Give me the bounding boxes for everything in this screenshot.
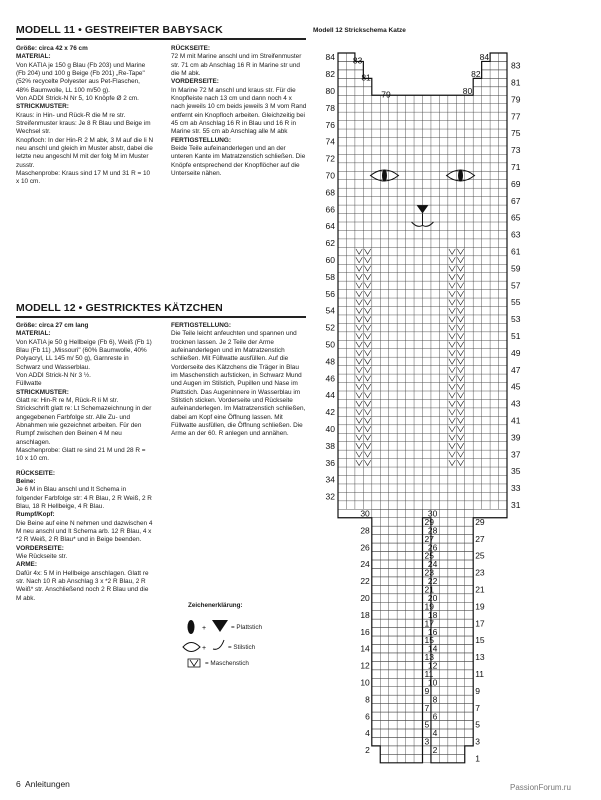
inner-leg-label: 16 xyxy=(427,626,438,637)
right-eye-pupil xyxy=(458,170,463,182)
maschenstich-mark xyxy=(449,401,455,406)
m12-material: Von KATIA je 50 g Hellbeige (Fb 6), Weiß (Fb 1) Blau (Fb 11) „Missouri" (60% Baumwolle, 40% Polyacryl, LL 145 m/ 50 g), Garnreste in Schwarz und Wasserblau. xyxy=(16,338,152,371)
maschenstich-mark xyxy=(457,274,463,279)
maschenstich-mark xyxy=(457,257,463,262)
inner-leg-label: 28 xyxy=(427,525,438,536)
maschenstich-mark xyxy=(364,426,370,431)
ear-label: 79 xyxy=(381,89,391,100)
leg-row-label-left: 28 xyxy=(360,525,370,536)
legend-stilstich: = Stilstich xyxy=(228,644,256,651)
row-label-left: 42 xyxy=(325,407,335,418)
row-label-right: 55 xyxy=(511,297,521,308)
maschenstich-mark xyxy=(356,452,362,457)
m12-fuell: Füllwatte xyxy=(16,380,42,388)
pupil-symbol-icon xyxy=(188,620,195,634)
maschenstich-mark xyxy=(356,342,362,347)
chart-legend xyxy=(172,602,307,674)
maschenstich-mark xyxy=(356,308,362,313)
m11-fertig-heading: FERTIGSTELLUNG: xyxy=(171,136,231,144)
maschenstich-mark xyxy=(356,460,362,465)
maschenstich-mark xyxy=(356,316,362,321)
maschenstich-mark xyxy=(449,452,455,457)
row-label-right: 79 xyxy=(511,94,521,105)
maschenstich-mark xyxy=(364,291,370,296)
leg-row-label-right: 3 xyxy=(475,736,480,747)
model-12-column-left xyxy=(16,322,154,603)
maschenstich-mark xyxy=(356,333,362,338)
row-label-left: 36 xyxy=(325,457,335,468)
maschenstich-mark xyxy=(457,418,463,423)
row-label-left: 62 xyxy=(325,238,335,249)
m11-probe: Maschenprobe: Kraus sind 17 M und 31 R = 10 x 10 cm. xyxy=(16,169,151,186)
m12-material-heading: MATERIAL: xyxy=(16,330,51,338)
maschenstich-mark xyxy=(457,409,463,414)
maschenstich-mark xyxy=(449,333,455,338)
maschenstich-mark xyxy=(364,443,370,448)
maschenstich-mark xyxy=(364,350,370,355)
row-label-left: 74 xyxy=(325,136,335,147)
row-label-right: 57 xyxy=(511,280,521,291)
maschenstich-mark xyxy=(356,300,362,305)
inner-leg-label: 7 xyxy=(424,702,430,713)
m12-fertig: Die Teile leicht anfeuchten und spannen und trocknen lassen. Je 2 Teile der Arme aufeinanderlegen und im Matratzenstich schließen. Mit Füllwatte ausfüllen. Auf die Vorderseite des Kätzchens die Träger in Blau im Maschenstich aufsticken, in Schwarz Mund und Augen im Stilstich, Pupillen und Nase im Plattstich. Das Augeninnere in Wasserblau im Stilstich sticken. Vorderseite und Rückseite aufeinanderlegen. Im Matratzenstich schließen, dabei am Kopf eine Öffnung lassen. Mit Füllwatte ausfüllen, die Öffnung schließen. Die Arme an der 60. R anlegen und annähen. xyxy=(171,330,306,438)
m12-probe: Maschenprobe: Glatt re sind 21 M und 28 R = 10 x 10 cm. xyxy=(16,446,146,463)
row-label-left: 70 xyxy=(325,170,335,181)
inner-leg-label: 2 xyxy=(432,745,438,756)
row-label-left: 58 xyxy=(325,271,335,282)
m12-needles: Von ADDI Strick-N Nr 3 ½. xyxy=(16,371,91,379)
legend-plattstich: = Plattstich xyxy=(231,624,262,631)
m12-glatt: Glatt re: Hin-R re M, Rück-R li M str. xyxy=(16,396,119,404)
page-number: 6 xyxy=(16,779,21,789)
maschenstich-mark xyxy=(449,359,455,364)
row-label-left: 66 xyxy=(325,204,335,215)
inner-leg-label: 12 xyxy=(427,660,438,671)
maschenstich-mark xyxy=(364,418,370,423)
row-label-left: 44 xyxy=(325,390,335,401)
maschenstich-mark xyxy=(457,266,463,271)
maschenstich-mark xyxy=(457,367,463,372)
maschenstich-mark xyxy=(457,291,463,296)
m12-arme-heading: ARME: xyxy=(16,561,37,569)
ear-label: 83 xyxy=(352,55,363,66)
legend-maschenstich: = Maschenstich xyxy=(205,660,249,667)
ear-label: 80 xyxy=(462,85,473,96)
maschenstich-mark xyxy=(356,393,362,398)
maschenstich-mark xyxy=(457,333,463,338)
inner-leg-label: 24 xyxy=(427,559,438,570)
m11-kraus: Kraus: in Hin- und Rück-R die M re str. xyxy=(16,111,126,119)
leg-row-label-left: 8 xyxy=(365,694,370,705)
inner-leg-label: 18 xyxy=(427,609,438,620)
maschenstich-mark xyxy=(449,376,455,381)
leg-row-label-left: 14 xyxy=(360,643,370,654)
row-label-right: 63 xyxy=(511,229,521,240)
m11-material-heading: MATERIAL: xyxy=(16,53,51,61)
maschenstich-mark xyxy=(364,367,370,372)
leg-row-label-right: 9 xyxy=(475,685,480,696)
row-label-left: 34 xyxy=(325,474,335,485)
maschenstich-mark xyxy=(449,266,455,271)
leg-row-label-left: 10 xyxy=(360,677,370,688)
leg-row-label-left: 16 xyxy=(360,626,370,637)
maschenstich-mark xyxy=(364,359,370,364)
leg-row-label-left: 22 xyxy=(360,576,370,587)
ear-label: 82 xyxy=(471,69,481,80)
row-label-left: 54 xyxy=(325,305,335,316)
model-12-heading: MODELL 12 • GESTRICKTES KÄTZCHEN xyxy=(16,302,306,318)
row-label-right: 73 xyxy=(511,145,521,156)
maschenstich-mark xyxy=(449,308,455,313)
maschenstich-mark xyxy=(364,435,370,440)
row-label-right: 43 xyxy=(511,398,521,409)
row-label-left: 60 xyxy=(325,254,335,265)
maschenstich-mark xyxy=(356,376,362,381)
mouth-symbol-icon xyxy=(213,640,224,649)
row-label-right: 77 xyxy=(511,111,521,122)
leg-row-label-right: 25 xyxy=(475,550,485,561)
ear-label: 81 xyxy=(361,72,371,83)
model-11-column-left xyxy=(16,45,154,187)
inner-leg-label: 6 xyxy=(432,711,438,722)
m11-knopfloch: Knopfloch: In der Hin-R 2 M abk, 3 M auf die li N neu anschl und gleich im Muster abstr, dabei die letzte neu angeschl M mit der folg M im Muster zusstr. xyxy=(16,136,154,169)
left-eye-pupil xyxy=(382,170,387,182)
row-label-left: 32 xyxy=(325,491,335,502)
maschenstich-mark xyxy=(364,249,370,254)
leg-row-label-left: 4 xyxy=(365,728,370,739)
chart-title: Modell 12 Strickschema Katze xyxy=(313,27,406,34)
maschenstich-mark xyxy=(457,426,463,431)
maschenstich-mark xyxy=(457,460,463,465)
maschenstich-mark xyxy=(364,283,370,288)
m12-beine-heading: Beine: xyxy=(16,477,36,485)
maschenstich-mark xyxy=(449,291,455,296)
maschenstich-mark xyxy=(356,401,362,406)
maschenstich-mark xyxy=(457,342,463,347)
maschenstich-mark xyxy=(356,418,362,423)
maschenstich-mark xyxy=(457,325,463,330)
maschenstich-mark xyxy=(364,333,370,338)
maschenstich-mark xyxy=(356,359,362,364)
m11-streifen: Streifenmuster kraus: Je 8 R Blau und Beige im Wechsel str. xyxy=(16,119,151,136)
maschenstich-mark xyxy=(457,384,463,389)
maschenstich-mark xyxy=(449,300,455,305)
leg-row-label-right: 5 xyxy=(475,719,480,730)
inner-leg-label: 19 xyxy=(424,601,434,612)
row-label-right: 31 xyxy=(511,500,521,511)
maschenstich-mark xyxy=(449,316,455,321)
row-label-left: 68 xyxy=(325,187,335,198)
model-11-column-right xyxy=(171,45,307,178)
row-label-right: 67 xyxy=(511,195,521,206)
m11-needles: Von ADDI Strick-N Nr 5, 10 Knöpfe Ø 2 cm. xyxy=(16,94,139,102)
inner-leg-label: 29 xyxy=(424,516,434,527)
maschenstich-mark xyxy=(457,283,463,288)
m11-vorder-heading: VORDERSEITE: xyxy=(171,78,219,86)
inner-leg-label: 4 xyxy=(432,728,438,739)
maschenstich-mark xyxy=(449,435,455,440)
leg-row-label-left: 12 xyxy=(360,660,370,671)
maschenstich-mark xyxy=(356,274,362,279)
maschenstich-mark xyxy=(364,376,370,381)
inner-leg-label: 15 xyxy=(424,635,434,646)
m11-fertig: Beide Teile aufeinanderlegen und an der unteren Kante im Matratzenstich schließen. Die Knöpfe entsprechend der Knopflöcher auf die Unterseite nähen. xyxy=(171,144,306,177)
maschenstich-mark xyxy=(356,367,362,372)
maschenstich-mark xyxy=(449,274,455,279)
row-label-right: 49 xyxy=(511,347,521,358)
inner-leg-label: 17 xyxy=(424,618,434,629)
maschenstich-mark xyxy=(364,393,370,398)
inner-leg-label: 26 xyxy=(427,542,438,553)
maschenstich-mark xyxy=(356,426,362,431)
maschenstich-mark xyxy=(457,249,463,254)
row-label-right: 75 xyxy=(511,128,521,139)
m11-material: Von KATIA je 150 g Blau (Fb 203) und Marine (Fb 204) und 100 g Beige (Fb 201) „Re-Tape" (52% recycelte Polyester aus Pet-Flaschen, 48% Baumwolle, LL 100 m/50 g). xyxy=(16,61,146,94)
m12-fertig-heading: FERTIGSTELLUNG: xyxy=(171,322,231,329)
inner-leg-label: 21 xyxy=(424,584,434,595)
inner-leg-label: 3 xyxy=(424,736,430,747)
leg-row-label-left: 30 xyxy=(360,508,370,519)
row-label-left: 64 xyxy=(325,221,335,232)
inner-leg-label: 9 xyxy=(424,685,430,696)
maschenstich-mark xyxy=(356,266,362,271)
m12-size: Größe: circa 27 cm lang xyxy=(16,322,89,329)
row-label-left: 40 xyxy=(325,423,335,434)
inner-leg-label: 22 xyxy=(427,576,438,587)
maschenstich-mark xyxy=(364,452,370,457)
leg-row-label-right: 1 xyxy=(475,753,480,764)
row-label-right: 33 xyxy=(511,483,521,494)
maschenstich-mark xyxy=(364,274,370,279)
maschenstich-mark xyxy=(449,249,455,254)
maschenstich-mark xyxy=(364,460,370,465)
maschenstich-mark xyxy=(457,359,463,364)
m12-schrift: Strickschrift glatt re: Lt Schemazeichnung in der angegebenen Farbfolge str. Alle Zu- und Abnahmen wie gezeichnet arbeiten. Für den Rumpf zwischen den Beinen 4 M neu anschlagen. xyxy=(16,405,152,446)
maschenstich-mark xyxy=(356,409,362,414)
legend-plus-1: + xyxy=(202,625,207,632)
inner-leg-label: 14 xyxy=(427,643,438,654)
maschenstich-mark xyxy=(364,257,370,262)
maschenstich-mark xyxy=(364,316,370,321)
watermark: PassionForum.ru xyxy=(510,783,571,792)
m12-muster-heading: STRICKMUSTER: xyxy=(16,388,69,396)
leg-row-label-left: 26 xyxy=(360,542,370,553)
leg-row-label-right: 11 xyxy=(475,669,485,680)
maschenstich-mark xyxy=(449,393,455,398)
row-label-right: 83 xyxy=(511,60,521,71)
row-label-right: 51 xyxy=(511,331,521,342)
maschenstich-mark xyxy=(457,393,463,398)
leg-row-label-left: 2 xyxy=(365,745,370,756)
maschenstich-mark xyxy=(364,308,370,313)
row-label-left: 80 xyxy=(325,85,335,96)
maschenstich-mark xyxy=(449,257,455,262)
m12-rumpf-heading: Rumpf/Kopf: xyxy=(16,511,55,519)
maschenstich-mark xyxy=(356,350,362,355)
maschenstich-mark xyxy=(449,418,455,423)
maschenstich-mark xyxy=(356,325,362,330)
leg-row-label-right: 19 xyxy=(475,601,485,612)
row-label-right: 45 xyxy=(511,381,521,392)
legend-title: Zeichenerklärung: xyxy=(188,602,243,609)
ear-label: 84 xyxy=(479,52,490,63)
inner-leg-label: 13 xyxy=(424,652,434,663)
row-label-right: 69 xyxy=(511,178,521,189)
inner-leg-label: 20 xyxy=(427,592,438,603)
maschenstich-mark xyxy=(449,342,455,347)
maschenstich-mark xyxy=(364,409,370,414)
leg-row-label-right: 29 xyxy=(475,516,485,527)
maschenstich-mark xyxy=(457,308,463,313)
m12-arme: Dafür 4x: 5 M in Hellbeige anschlagen. Glatt re str. Nach 10 R ab Anschlag 3 x *2 R Blau, 2 R Weiß* str. Anschließend noch 2 R Blau und die M abk. xyxy=(16,569,149,602)
m12-beine: Je 6 M in Blau anschl und lt Schema in folgender Farbfolge str: 4 R Blau, 2 R Weiß, 2 R Blau, 18 R Hellbeige, 4 R Blau. xyxy=(16,486,152,510)
row-label-right: 81 xyxy=(511,77,521,88)
m12-vorder: Wie Rückseite str. xyxy=(16,552,68,560)
maschenstich-mark xyxy=(449,384,455,389)
leg-row-label-left: 6 xyxy=(365,711,370,722)
maschenstich-mark xyxy=(457,452,463,457)
inner-leg-label: 23 xyxy=(424,567,434,578)
m12-rueck-heading: RÜCKSEITE: xyxy=(16,469,56,477)
maschenstich-mark xyxy=(457,316,463,321)
row-label-right: 53 xyxy=(511,314,521,325)
m11-rueck: 72 M mit Marine anschl und im Streifenmuster str. 71 cm ab Anschlag 16 R in Marine str und die M abk. xyxy=(171,53,302,77)
m11-rueck-heading: RÜCKSEITE: xyxy=(171,45,211,52)
maschenstich-mark xyxy=(356,291,362,296)
row-label-left: 38 xyxy=(325,440,335,451)
maschenstich-mark xyxy=(449,350,455,355)
maschenstich-mark xyxy=(364,266,370,271)
maschenstich-mark xyxy=(457,300,463,305)
m12-rumpf: Die Beine auf eine N nehmen und dazwischen 4 M neu anschl und lt Schema arb. 12 R Blau, 4 x *2 R Weiß, 2 R Blau* und in Beige beenden. xyxy=(16,519,153,544)
model-11-heading: MODELL 11 • GESTREIFTER BABYSACK xyxy=(16,24,306,40)
leg-row-label-right: 23 xyxy=(475,567,485,578)
row-label-left: 76 xyxy=(325,119,335,130)
maschenstich-mark xyxy=(449,409,455,414)
row-label-left: 48 xyxy=(325,356,335,367)
row-label-left: 72 xyxy=(325,153,335,164)
maschenstich-mark xyxy=(457,401,463,406)
maschenstich-mark xyxy=(364,401,370,406)
leg-row-label-right: 17 xyxy=(475,618,485,629)
row-label-left: 84 xyxy=(325,52,335,63)
inner-leg-label: 8 xyxy=(432,694,438,705)
inner-leg-label: 25 xyxy=(424,550,434,561)
maschenstich-mark xyxy=(457,376,463,381)
row-label-right: 61 xyxy=(511,246,521,257)
leg-row-label-left: 18 xyxy=(360,609,370,620)
row-label-right: 47 xyxy=(511,364,521,375)
maschenstich-mark xyxy=(449,325,455,330)
maschenstich-mark xyxy=(356,384,362,389)
leg-row-label-left: 24 xyxy=(360,559,370,570)
footer-section: Anleitungen xyxy=(25,779,70,789)
nose xyxy=(417,205,429,213)
maschenstich-mark xyxy=(356,257,362,262)
maschenstich-mark xyxy=(356,435,362,440)
inner-leg-label: 27 xyxy=(424,533,434,544)
maschenstich-mark xyxy=(457,443,463,448)
row-label-left: 82 xyxy=(325,69,335,80)
maschenstich-mark xyxy=(364,300,370,305)
maschenstich-mark xyxy=(449,426,455,431)
leg-row-label-right: 27 xyxy=(475,533,485,544)
nose-symbol-icon xyxy=(212,620,228,632)
knitting-chart xyxy=(311,40,601,780)
maschenstich-mark xyxy=(449,283,455,288)
leg-row-label-right: 13 xyxy=(475,652,485,663)
maschenstich-mark xyxy=(457,350,463,355)
row-label-left: 46 xyxy=(325,373,335,384)
maschenstich-mark xyxy=(449,367,455,372)
legend-plus-2: + xyxy=(202,645,207,652)
inner-leg-label: 10 xyxy=(427,677,438,688)
leg-row-label-left: 20 xyxy=(360,592,370,603)
row-label-right: 37 xyxy=(511,449,521,460)
m12-vorder-heading: VORDERSEITE: xyxy=(16,544,64,552)
row-label-left: 50 xyxy=(325,339,335,350)
row-label-left: 78 xyxy=(325,102,335,113)
m11-vorder: In Marine 72 M anschl und kraus str. Für die Knopfleiste nach 13 cm und dann noch 4 x nach jeweils 10 cm beids jeweils 3 M vom Rand entfernt ein Knopfloch arbeiten. Gleichzeitig bei 45 cm ab Anschlag 16 R in Blau und 16 R in Marine str. 55 cm ab Anschlag alle M abk xyxy=(171,86,307,136)
inner-leg-label: 11 xyxy=(424,669,434,680)
row-label-right: 41 xyxy=(511,415,521,426)
row-label-right: 39 xyxy=(511,432,521,443)
row-label-left: 56 xyxy=(325,288,335,299)
maschenstich-mark xyxy=(364,384,370,389)
maschenstich-mark xyxy=(457,435,463,440)
m11-muster-heading: STRICKMUSTER: xyxy=(16,103,69,111)
mouth xyxy=(412,214,434,227)
maschenstich-mark xyxy=(364,325,370,330)
maschenstich-mark xyxy=(449,443,455,448)
leg-row-label-right: 21 xyxy=(475,584,485,595)
maschenstich-v-icon xyxy=(190,660,198,666)
maschenstich-mark xyxy=(356,283,362,288)
maschenstich-mark xyxy=(356,443,362,448)
row-label-right: 65 xyxy=(511,212,521,223)
maschenstich-mark xyxy=(356,249,362,254)
row-label-right: 35 xyxy=(511,466,521,477)
eye-outline-symbol-icon xyxy=(183,643,200,652)
inner-leg-label: 30 xyxy=(427,508,438,519)
maschenstich-mark xyxy=(449,460,455,465)
page-footer xyxy=(16,779,70,789)
maschenstich-mark xyxy=(364,342,370,347)
row-label-right: 71 xyxy=(511,162,521,173)
row-label-left: 52 xyxy=(325,322,335,333)
m11-size: Größe: circa 42 x 76 cm xyxy=(16,45,88,52)
leg-row-label-right: 15 xyxy=(475,635,485,646)
model-12-column-right xyxy=(171,322,307,439)
row-label-right: 59 xyxy=(511,263,521,274)
leg-row-label-right: 7 xyxy=(475,702,480,713)
inner-leg-label: 5 xyxy=(424,719,430,730)
